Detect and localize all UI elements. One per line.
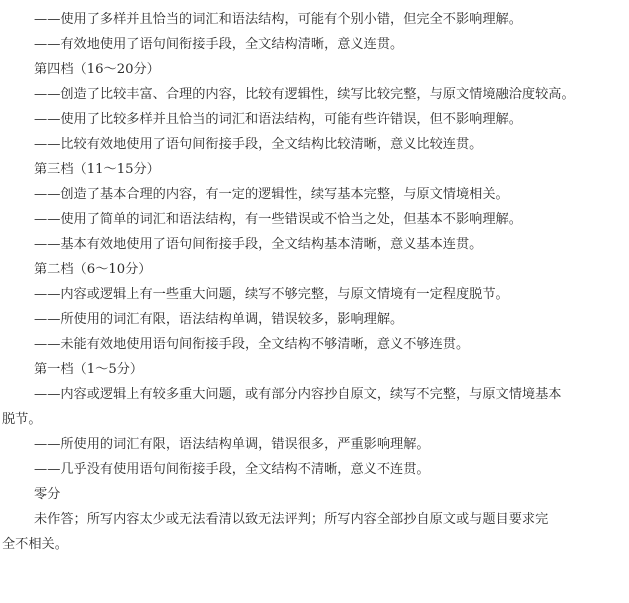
- zero-score-heading: 零分: [34, 487, 61, 502]
- tier-3-heading: 第三档（11～15分）: [34, 162, 160, 177]
- rubric-line-9: ——使用了简单的词汇和语法结构，有一些错误或不恰当之处，但基本不影响理解。: [34, 212, 522, 227]
- tier-2-heading: 第二档（6～10分）: [34, 262, 152, 277]
- rubric-line-16: ——内容或逻辑上有较多重大问题，或有部分内容抄自原文，续写不完整，与原文情境基本: [34, 387, 562, 402]
- tier-4-heading: 第四档（16～20分）: [34, 62, 160, 77]
- rubric-line-1: ——使用了多样并且恰当的词汇和语法结构，可能有个别小错，但完全不影响理解。: [34, 12, 522, 27]
- rubric-line-19: ——几乎没有使用语句间衔接手段，全文结构不清晰，意义不连贯。: [34, 462, 430, 477]
- rubric-line-12: ——内容或逻辑上有一些重大问题，续写不够完整，与原文情境有一定程度脱节。: [34, 287, 509, 302]
- rubric-line-16-continued: 脱节。: [2, 412, 42, 427]
- rubric-line-4: ——创造了比较丰富、合理的内容，比较有逻辑性，续写比较完整，与原文情境融洽度较高。: [34, 87, 575, 102]
- rubric-line-5: ——使用了比较多样并且恰当的词汇和语法结构，可能有些许错误，但不影响理解。: [34, 112, 522, 127]
- rubric-line-8: ——创造了基本合理的内容，有一定的逻辑性，续写基本完整，与原文情境相关。: [34, 187, 509, 202]
- rubric-line-10: ——基本有效地使用了语句间衔接手段，全文结构基本清晰，意义基本连贯。: [34, 237, 483, 252]
- tier-1-heading: 第一档（1～5分）: [34, 362, 144, 377]
- rubric-line-18: ——所使用的词汇有限，语法结构单调，错误很多，严重影响理解。: [34, 437, 430, 452]
- rubric-line-13: ——所使用的词汇有限，语法结构单调，错误较多，影响理解。: [34, 312, 404, 327]
- rubric-line-21: 未作答；所写内容太少或无法看清以致无法评判；所写内容全部抄自原文或与题目要求完: [34, 512, 549, 527]
- rubric-line-21-continued: 全不相关。: [2, 537, 68, 552]
- rubric-line-14: ——未能有效地使用语句间衔接手段，全文结构不够清晰，意义不够连贯。: [34, 337, 470, 352]
- rubric-line-2: ——有效地使用了语句间衔接手段，全文结构清晰，意义连贯。: [34, 37, 404, 52]
- rubric-line-6: ——比较有效地使用了语句间衔接手段，全文结构比较清晰，意义比较连贯。: [34, 137, 483, 152]
